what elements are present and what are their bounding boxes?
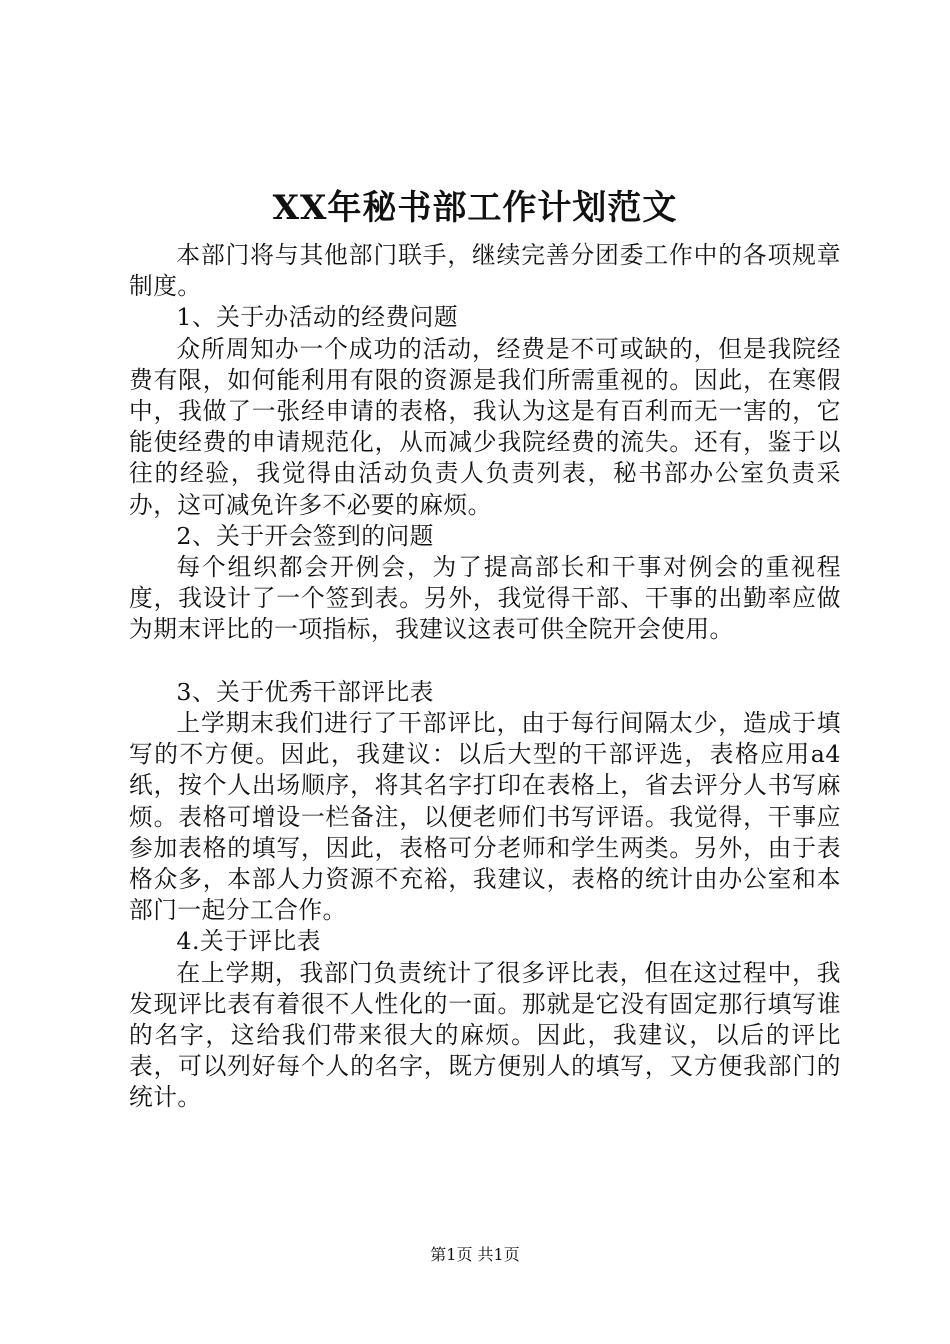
section-heading-4: 4.关于评比表	[176, 927, 321, 956]
section-heading-3: 3、关于优秀干部评比表	[176, 677, 434, 706]
document-title: XX年秘书部工作计划范文	[272, 188, 678, 228]
section-paragraph-4: 在上学期，我部门负责统计了很多评比表，但在这过程中，我发现评比表有着很不人性化的一面。那就是它没有固定那行填写谁的名字，这给我们带来很大的麻烦。因此，我建议，以后的评比表，可以列好每个人的名字，既方便别人的填写，又方便我部门的统计。	[129, 958, 841, 1112]
section-heading-1: 1、关于办活动的经费问题	[176, 303, 459, 332]
section-heading-2: 2、关于开会签到的问题	[176, 521, 434, 550]
section-paragraph-1: 众所周知办一个成功的活动，经费是不可或缺的，但是我院经费有限，如何能利用有限的资源是我们所需重视的。因此，在寒假中，我做了一张经申请的表格，我认为这是有百利而无一害的，它能使经费的申请规范化，从而减少我院经费的流失。还有，鉴于以往的经验，我觉得由活动负责人负责列表，秘书部办公室负责采办，这可减免许多不必要的麻烦。	[129, 334, 841, 519]
document-body	[129, 240, 841, 1114]
blank-line	[129, 646, 841, 677]
intro-paragraph: 本部门将与其他部门联手，继续完善分团委工作中的各项规章制度。	[129, 241, 841, 301]
page-footer: 第1页 共1页	[430, 1245, 520, 1264]
section-paragraph-3: 上学期末我们进行了干部评比，由于每行间隔太少，造成于填写的不方便。因此，我建议：以后大型的干部评选，表格应用a4纸，按个人出场顺序，将其名字打印在表格上，省去评分人书写麻烦。表格可增设一栏备注，以便老师们书写评语。我觉得，干事应参加表格的填写，因此，表格可分老师和学生两类。另外，由于表格众多，本部人力资源不充裕，我建议，表格的统计由办公室和本部门一起分工合作。	[129, 709, 841, 925]
section-paragraph-2: 每个组织都会开例会，为了提高部长和干事对例会的重视程度，我设计了一个签到表。另外，我觉得干部、干事的出勤率应做为期末评比的一项指标，我建议这表可供全院开会使用。	[129, 553, 841, 644]
